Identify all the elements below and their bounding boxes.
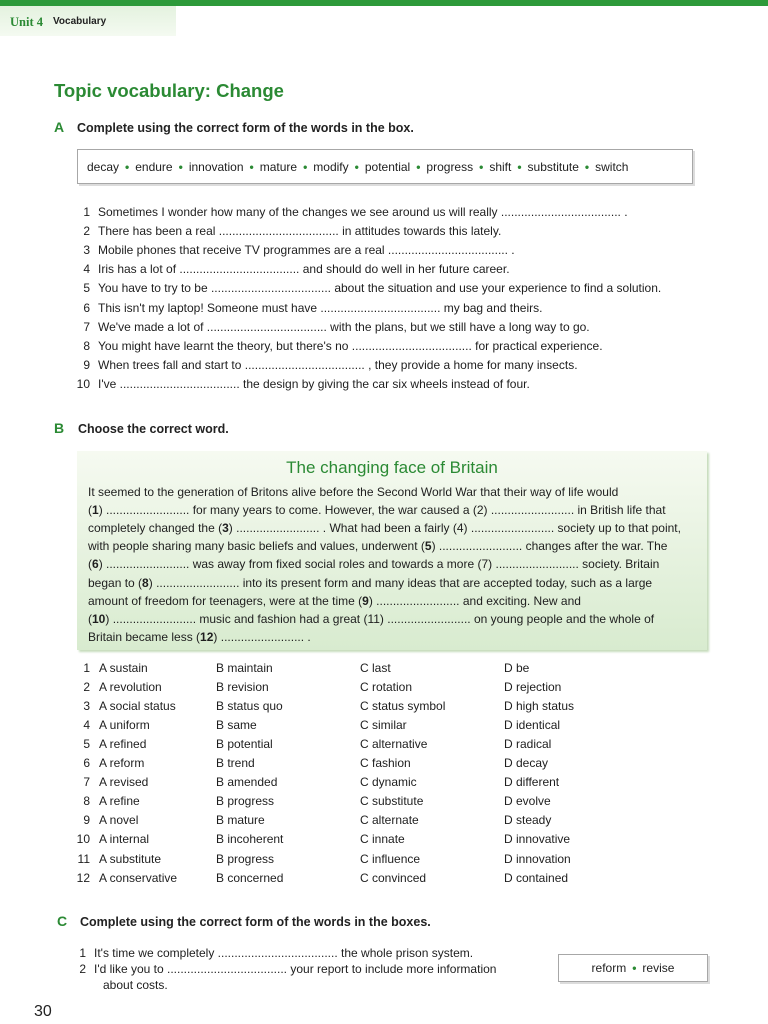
bullet-icon: • <box>249 159 254 174</box>
item-text: There has been a real .................................... in attitudes towards this lately. <box>98 224 502 239</box>
option-number: 2 <box>83 680 90 695</box>
option-d: D contained <box>504 870 569 885</box>
option-d: D rejection <box>504 680 562 695</box>
reading-line <box>88 576 652 590</box>
reading-text: completely changed the ( <box>88 521 223 536</box>
option-d: D steady <box>504 813 552 828</box>
option-a: A social status <box>99 699 176 714</box>
option-number: 8 <box>83 794 90 809</box>
option-a: A uniform <box>99 718 150 733</box>
reading-text: ) ......................... for many years to come. However, the war caused a (2) ......................... in British life that <box>98 503 666 518</box>
item-number: 6 <box>83 300 90 315</box>
option-c: C status symbol <box>360 699 446 714</box>
exercise-item <box>70 301 750 315</box>
reading-line <box>88 630 311 644</box>
item-text: You might have learnt the theory, but there's no .................................... for practical experience. <box>98 338 603 353</box>
option-a: A internal <box>99 832 150 847</box>
exercise-item <box>70 358 750 372</box>
reading-line <box>88 485 618 499</box>
bullet-icon: • <box>479 159 484 174</box>
option-c: C last <box>360 661 391 675</box>
word-box-word: shift <box>489 159 512 174</box>
option-d: D identical <box>504 718 561 733</box>
word-box-word: substitute <box>527 159 579 174</box>
reading-text: amount of freedom for teenagers, were at the time ( <box>88 593 363 608</box>
reading-text: ) ......................... music and fashion had a great (11) ......................... on young people and the whole of <box>105 611 655 626</box>
reading-text: It seemed to the generation of Britons alive before the Second World War that their way of life would <box>88 485 619 499</box>
item-number: 4 <box>83 262 90 277</box>
section-a-letter: A <box>54 119 65 135</box>
option-b: B trend <box>216 756 255 771</box>
reading-line <box>88 612 654 626</box>
option-b: B progress <box>216 794 275 809</box>
gap-number: 1 <box>92 503 99 518</box>
option-b: B maintain <box>216 661 273 675</box>
option-a: A sustain <box>99 661 148 675</box>
option-c: C similar <box>360 718 407 733</box>
option-c: C fashion <box>360 756 411 771</box>
gap-number: 12 <box>200 629 214 644</box>
bullet-icon: • <box>416 159 421 174</box>
option-number: 10 <box>76 832 90 847</box>
item-text: Sometimes I wonder how many of the changes we see around us will really .................................... . <box>98 205 628 219</box>
section-b-instruction: Choose the correct word. <box>78 422 229 436</box>
gap-number: 5 <box>424 539 432 554</box>
reading-text: ) ......................... was away from fixed social roles and towards a more (7) ......................... society. Britain <box>98 557 660 572</box>
gap-number: 10 <box>92 611 106 626</box>
option-d: D innovation <box>504 851 571 866</box>
reading-text: began to ( <box>88 575 143 590</box>
option-a: A substitute <box>99 851 162 866</box>
word-box-word: reform <box>591 961 627 975</box>
gap-number: 8 <box>142 575 149 590</box>
item-number: 1 <box>79 946 86 960</box>
word-box-word: mature <box>259 159 298 174</box>
item-text: I'd like you to .................................... your report to include more information <box>94 962 497 976</box>
option-c: C convinced <box>360 870 427 885</box>
item-number: 9 <box>83 357 90 372</box>
option-a: A revised <box>99 775 149 790</box>
reading-text: Britain became less ( <box>88 629 201 644</box>
option-b: B potential <box>216 737 273 752</box>
option-b: B amended <box>216 775 278 790</box>
item-number: 5 <box>83 281 90 296</box>
reading-text: ( <box>88 557 92 572</box>
bullet-icon: • <box>125 159 130 174</box>
word-box-word: potential <box>364 159 411 174</box>
word-box-a <box>77 149 693 184</box>
reading-line <box>88 539 667 553</box>
exercise-item <box>70 224 750 238</box>
word-box-c <box>558 954 708 982</box>
option-d: D be <box>504 661 530 675</box>
item-number: 2 <box>79 962 86 976</box>
section-c-item-2-continued: about costs. <box>103 978 168 992</box>
option-b: B progress <box>216 851 275 866</box>
option-number: 9 <box>83 813 90 828</box>
item-number: 3 <box>83 243 90 258</box>
bullet-icon: • <box>303 159 308 174</box>
option-d: D radical <box>504 737 552 752</box>
reading-text: ) ......................... . <box>213 629 311 644</box>
item-text: I've .................................... the design by giving the car six wheels instead of four. <box>98 376 530 391</box>
reading-text: ) ......................... changes after the war. The <box>431 539 668 554</box>
exercise-item <box>70 281 750 295</box>
page-title: Topic vocabulary: Change <box>54 80 284 101</box>
exercise-item <box>70 243 750 257</box>
option-d: D innovative <box>504 832 571 847</box>
option-c: C dynamic <box>360 775 417 790</box>
item-text: This isn't my laptop! Someone must have .................................... my bag and theirs. <box>98 300 543 315</box>
option-c: C substitute <box>360 794 424 809</box>
reading-text: ) ......................... into its present form and many ideas that are accepted today, such as a large <box>148 575 653 590</box>
option-b: B same <box>216 718 257 733</box>
reading-text: ( <box>88 503 92 518</box>
option-d: D different <box>504 775 560 790</box>
option-c: C innate <box>360 832 405 847</box>
word-box-word: progress <box>426 159 474 174</box>
reading-text: ( <box>88 611 92 626</box>
exercise-item <box>70 377 750 391</box>
reading-text: ) ......................... . What had been a fairly (4) ......................... society up to that point, <box>228 521 681 536</box>
gap-number: 6 <box>92 557 99 572</box>
option-number: 4 <box>83 718 90 733</box>
option-a: A novel <box>99 813 139 828</box>
option-a: A conservative <box>99 870 178 885</box>
option-b: B revision <box>216 680 269 695</box>
item-number: 1 <box>83 205 90 219</box>
item-text: Mobile phones that receive TV programmes are a real .................................... . <box>98 243 515 258</box>
option-d: D high status <box>504 699 575 714</box>
item-text: When trees fall and start to .................................... , they provide a home for many insects. <box>98 357 578 372</box>
option-number: 7 <box>83 775 90 790</box>
item-text: You have to try to be .................................... about the situation and use your experience to find a solution. <box>98 281 662 296</box>
bullet-icon: • <box>517 159 522 174</box>
bullet-icon: • <box>178 159 183 174</box>
gap-number: 9 <box>362 593 369 608</box>
item-text: Iris has a lot of .................................... and should do well in her future career. <box>98 262 510 277</box>
exercise-item <box>70 320 750 334</box>
option-number: 1 <box>83 661 90 675</box>
option-d: D decay <box>504 756 549 771</box>
gap-number: 3 <box>222 521 229 536</box>
option-b: B status quo <box>216 699 283 714</box>
item-text: It's time we completely .................................... the whole prison system. <box>94 946 474 960</box>
section-c-letter: C <box>57 913 68 929</box>
word-box-word: innovation <box>188 159 244 174</box>
exercise-item <box>70 262 750 276</box>
option-number: 11 <box>77 851 90 866</box>
unit-label: Vocabulary <box>53 16 107 27</box>
reading-line <box>88 557 659 571</box>
option-number: 12 <box>76 870 90 885</box>
bullet-icon: • <box>584 159 590 174</box>
option-a: A refine <box>99 794 140 809</box>
word-box-word: decay <box>87 159 120 174</box>
word-box-word: revise <box>642 961 675 975</box>
bullet-icon: • <box>354 159 359 174</box>
option-c: C alternate <box>360 813 419 828</box>
word-box-word: modify <box>313 159 349 174</box>
word-box-word: switch <box>595 159 629 174</box>
reading-line <box>88 503 666 517</box>
item-number: 10 <box>76 376 90 391</box>
reading-text: with people sharing many basic beliefs and values, underwent ( <box>88 539 425 554</box>
bullet-icon: • <box>632 961 637 975</box>
exercise-item <box>70 339 750 353</box>
reading-line <box>88 594 581 608</box>
option-number: 6 <box>83 756 90 771</box>
item-number: 8 <box>83 338 90 353</box>
option-b: B concerned <box>216 870 284 885</box>
section-c-instruction: Complete using the correct form of the words in the boxes. <box>80 915 431 929</box>
option-c: C influence <box>360 851 421 866</box>
item-number: 7 <box>83 319 90 334</box>
option-d: D evolve <box>504 794 551 809</box>
section-a-instruction: Complete using the correct form of the words in the box. <box>77 121 414 135</box>
option-b: B mature <box>216 813 265 828</box>
reading-line <box>88 521 681 535</box>
option-a: A reform <box>99 756 145 771</box>
reading-passage <box>77 451 707 650</box>
option-a: A revolution <box>99 680 162 695</box>
reading-title: The changing face of Britain <box>286 458 498 477</box>
option-number: 5 <box>83 737 90 752</box>
unit-number: Unit 4 <box>10 15 43 29</box>
section-b-letter: B <box>54 420 65 436</box>
reading-text: ) ......................... and exciting. New and <box>368 593 581 608</box>
page-number: 30 <box>34 1003 52 1020</box>
option-number: 3 <box>83 699 90 714</box>
option-c: C rotation <box>360 680 413 695</box>
option-c: C alternative <box>360 737 428 752</box>
exercise-item <box>70 205 750 219</box>
option-a: A refined <box>99 737 147 752</box>
option-b: B incoherent <box>216 832 284 847</box>
item-text: We've made a lot of .................................... with the plans, but we still have a long way to go. <box>98 319 590 334</box>
word-box-word: endure <box>135 159 173 174</box>
item-number: 2 <box>83 224 90 239</box>
